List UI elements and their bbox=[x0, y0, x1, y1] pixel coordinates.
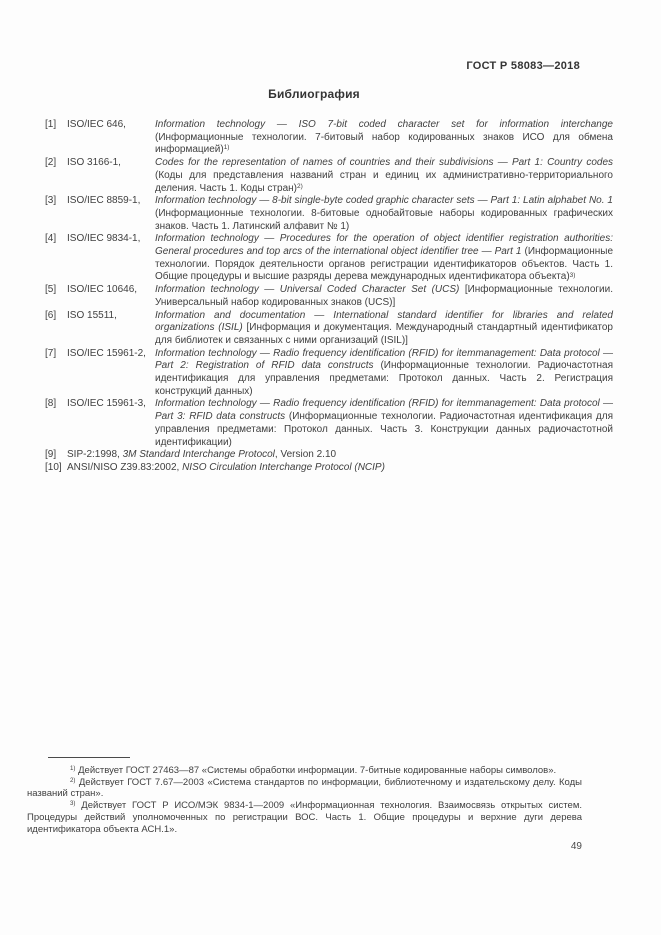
page-number: 49 bbox=[570, 841, 582, 852]
reference-description bbox=[155, 398, 613, 449]
document-header: ГОСТ Р 58083—2018 bbox=[466, 60, 580, 72]
reference-text-segment: [Информация и документация. Международный стандартный идентификатор для библиотек и связанных с ними организаций (ISIL)] bbox=[155, 322, 613, 346]
reference-list bbox=[45, 119, 613, 475]
footnote-marker: 1) bbox=[70, 765, 76, 773]
reference-description bbox=[155, 195, 613, 233]
footnotes-section bbox=[27, 757, 582, 835]
reference-row bbox=[45, 233, 613, 284]
footnote-text: Действует ГОСТ 27463—87 «Системы обработки информации. 7-битные кодированные наборы символов». bbox=[75, 765, 557, 776]
reference-row bbox=[45, 398, 613, 449]
reference-standard-id: ISO/IEC 8859-1, bbox=[67, 195, 141, 207]
reference-standard-id: ISO/IEC 646, bbox=[67, 119, 126, 130]
reference-number: [2] bbox=[45, 157, 57, 169]
footnote-separator bbox=[48, 757, 130, 758]
reference-number: [4] bbox=[45, 233, 57, 245]
reference-text-segment: NISO Circulation Interchange Protocol (NCIP) bbox=[182, 461, 385, 473]
reference-text-segment: SIP-2:1998, bbox=[67, 449, 123, 461]
reference-standard-id: ISO/IEC 9834-1, bbox=[67, 233, 141, 245]
reference-row bbox=[45, 348, 613, 399]
reference-number: [3] bbox=[45, 195, 57, 207]
reference-text-segment: (Коды для представления названий стран и единиц их административно-территориального деления. Часть 1. Коды стран) bbox=[155, 169, 613, 194]
reference-number: [10] bbox=[45, 461, 62, 473]
reference-standard-id: ISO 15511, bbox=[67, 309, 117, 321]
reference-description bbox=[155, 119, 613, 157]
reference-text-segment: ANSI/NISO Z39.83:2002, bbox=[67, 461, 183, 473]
reference-standard-id: ISO 3166-1, bbox=[67, 157, 121, 169]
footnote-marker: 3) bbox=[70, 800, 76, 808]
reference-standard-id: ISO/IEC 10646, bbox=[67, 284, 138, 296]
reference-number: [7] bbox=[45, 347, 57, 359]
footnote-marker-ref: 3) bbox=[569, 271, 576, 279]
reference-text-segment: Information technology — Universal Coded Character Set (UCS) bbox=[155, 284, 460, 296]
reference-text-segment: Information technology — 8-bit single-byte coded graphic character sets — Part 1: Latin alphabet No. 1 bbox=[155, 195, 613, 207]
footnote-marker-ref: 1) bbox=[223, 144, 230, 152]
reference-text-segment: (Информационные технологии. 7-битовый набор кодированных знаков ИСО для обмена информацией) bbox=[155, 131, 613, 156]
reference-row bbox=[45, 195, 613, 233]
footnote bbox=[27, 777, 582, 800]
reference-description bbox=[67, 449, 613, 462]
footnote-text: Действует ГОСТ 7.67—2003 «Система стандартов по информации, библиотечному и издательскому делу. Коды названий стран». bbox=[27, 776, 582, 800]
reference-row bbox=[45, 310, 613, 348]
reference-number: [5] bbox=[45, 284, 57, 296]
reference-number: [1] bbox=[45, 119, 57, 130]
reference-row bbox=[45, 157, 613, 195]
reference-description bbox=[155, 284, 613, 309]
footnote-marker-ref: 2) bbox=[296, 182, 303, 190]
footnotes-list bbox=[27, 765, 582, 835]
reference-description bbox=[155, 233, 613, 284]
footnote bbox=[27, 765, 582, 777]
reference-text-segment: (Информационные технологии. 8-битовые однобайтовые наборы кодированных графических знаков. Часть 1. Латинский алфавит № 1) bbox=[155, 207, 613, 232]
reference-text-segment: [Информационные технологии. Универсальный набор кодированных знаков (UCS)] bbox=[155, 284, 613, 308]
reference-text-segment: 3M Standard Interchange Protocol bbox=[122, 449, 275, 461]
reference-text-segment: Information technology — Procedures for the operation of object identifier registration authorities: General procedures and top arcs of the international object identifier tree — Part 1 bbox=[155, 233, 613, 258]
reference-standard-id: ISO/IEC 15961-2, bbox=[67, 347, 146, 359]
reference-text-segment: (Информационные технологии. Радиочастотная идентификация для управления предметами: Протокол данных. Часть 3. Конструкции данных радиочастотной идентификации) bbox=[155, 411, 613, 448]
page-title: Библиография bbox=[268, 87, 360, 101]
reference-standard-id: ISO/IEC 15961-3, bbox=[67, 398, 146, 410]
reference-text-segment: Information and documentation — International standard identifier for libraries and related organizations (ISIL) bbox=[155, 309, 613, 334]
reference-text-segment: Information technology — Radio frequency identification (RFID) for itemmanagement: Data protocol — Part 3: RFID data constructs bbox=[155, 398, 613, 423]
reference-row bbox=[45, 284, 613, 309]
reference-text-segment: , Version 2.10 bbox=[274, 449, 337, 461]
reference-text-segment: Information technology — Radio frequency identification (RFID) for itemmanagement: Data protocol — Part 2: Registration of RFID data constructs bbox=[155, 347, 613, 372]
reference-text-segment: (Информационные технологии. Порядок деятельности органов регистрации идентификаторов объектов. Часть 1. Общие процедуры и высшие разряды дерева международных идентификатора объекта) bbox=[155, 246, 614, 283]
footnote bbox=[27, 800, 582, 835]
reference-row bbox=[45, 449, 613, 462]
reference-text-segment: (Информационные технологии. Радиочастотная идентификация для управления предметами: Протокол данных. Часть 2. Регистрация конструкций данных) bbox=[155, 360, 613, 397]
reference-description bbox=[155, 310, 613, 348]
reference-number: [9] bbox=[45, 449, 57, 461]
reference-text-segment: Information technology — ISO 7-bit coded character set for information interchange bbox=[155, 119, 613, 130]
reference-number: [8] bbox=[45, 398, 57, 410]
reference-number: [6] bbox=[45, 309, 57, 321]
reference-description bbox=[155, 348, 613, 399]
footnote-marker: 2) bbox=[70, 776, 76, 784]
reference-row bbox=[45, 119, 613, 157]
reference-text-segment: Codes for the representation of names of countries and their subdivisions — Part 1: Country codes bbox=[155, 157, 613, 169]
reference-description bbox=[155, 157, 613, 195]
footnote-text: Действует ГОСТ Р ИСО/МЭК 9834-1—2009 «Информационная технология. Взаимосвязь открытых систем. Процедуры действий уполномоченных по регистрации ВОС. Часть 1. Общие процедуры и верхние дуги дерева идентификатора объекта АСН.1». bbox=[27, 800, 582, 835]
reference-description bbox=[67, 462, 613, 475]
reference-row bbox=[45, 462, 613, 475]
